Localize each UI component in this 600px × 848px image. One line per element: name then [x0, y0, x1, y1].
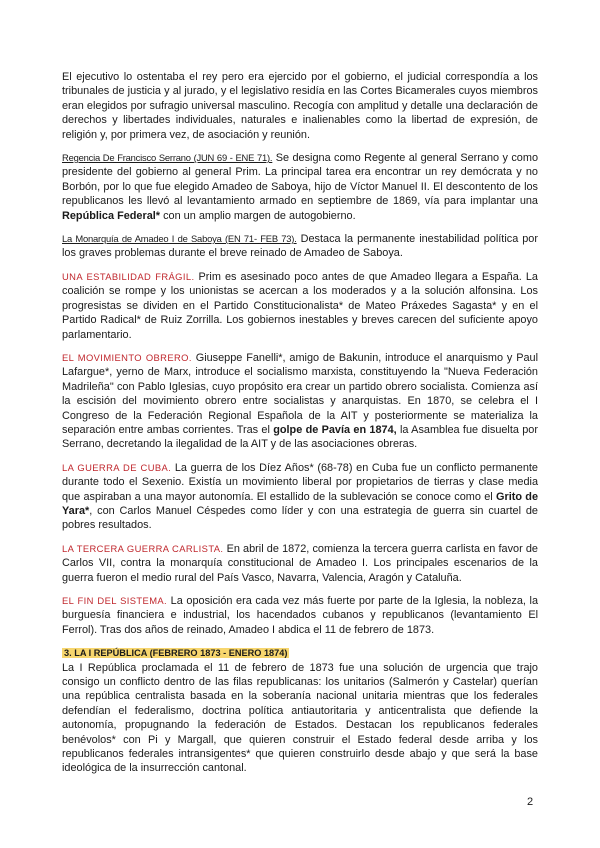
paragraph-cuba [62, 461, 538, 533]
paragraph-fin [62, 594, 538, 637]
obrero-text-a: Giuseppe Fanelli*, amigo de Bakunin, introduce el anarquismo y Paul Lafargue*, yerno de Marx, introduce el socialismo marxista, constituyendo la "Nueva Federación Madrileña" con Pablo Iglesias, cuyo propósito era crear un partido obrero socialista. Comienza así la escisión del movimiento obrero entre socialistas y anarquistas. En 1870, se celebra el I Congreso de la Federación Regional Española de la AIT y posteriormente se materializa la separación entre ambas corrientes. Tras el [62, 351, 538, 436]
section-heading-republica [62, 646, 538, 660]
regencia-text-b: con un amplio margen de autogobierno. [160, 209, 356, 222]
paragraph-executive: El ejecutivo lo ostentaba el rey pero era ejercido por el gobierno, el judicial correspondía a los tribunales de justicia y al jurado, y el legislativo residía en las Cortes Bicamerales cuyos miembros eran elegidos por sufragio universal masculino. Recogía con amplitud y detalle una declaración de derechos y libertades individuales, naturales e inalienables como la libertad de expresión, de religión y, por primera vez, de asociación y reunión. [62, 71, 538, 141]
paragraph-obrero [62, 351, 538, 452]
estabilidad-text: Prim es asesinado poco antes de que Amadeo llegara a España. La coalición se rompe y los unionistas se acercan a los moderados y a la solución alfonsina. Los progresistas se dividen en el Partido Constitucionalista* de Mateo Práxedes Sagasta* y en el Partido Radical* de Ruiz Zorrilla. Los gobiernos inestables y breves carecen del suficiente apoyo parlamentario. [62, 270, 538, 341]
paragraph-estabilidad [62, 270, 538, 342]
fin-text: La oposición era cada vez más fuerte por parte de la Iglesia, la nobleza, la burguesía financiera e industrial, los hacendados cubanos y republicanos (levantamiento El Ferrol). Tras dos años de reinado, Amadeo I abdica el 11 de febrero de 1873. [62, 595, 538, 636]
paragraph-republica: La I República proclamada el 11 de febrero de 1873 fue una solución de urgencia que trajo consigo un conflicto dentro de las filas republicanas: los unitarios (Salmerón y Castelar) querían una república centralista basada en la soberanía nacional unitaria mientras que los federales defendían el federalismo, doctrina política antiautoritaria y anticentralista que defiende la autonomía, propugnando la federación de Estados. Destacan los republicanos federales benévolos* con Pi y Margall, que quieren construir el Estado federal desde arriba y los republicanos federales intransigentes* que quieren construirlo desde abajo y que será la base ideológica de la insurrección cantonal. [62, 661, 538, 775]
monarquia-subheading: La Monarquía de Amadeo I de Saboya (EN 71- FEB 73). [62, 233, 297, 245]
regencia-bold: República Federal* [62, 209, 161, 222]
cuba-bold: Grito de Yara* [62, 490, 539, 517]
paragraph-carlista [62, 542, 538, 585]
regencia-text-a: Se designa como Regente al general Serrano y como presidente del gobierno al general Prim. La principal tarea era encontrar un rey demócrata y no Borbón, por lo que fue elegido Amadeo de Saboya, hijo de Víctor Manuel II. El descontento de los republicanos les llevó al levantamiento armado en septiembre de 1869, vía para implantar una [62, 152, 538, 208]
cuba-heading: LA GUERRA DE CUBA. [62, 461, 172, 473]
fin-heading: EL FIN DEL SISTEMA. [62, 595, 168, 606]
obrero-heading: EL MOVIMIENTO OBRERO. [62, 351, 192, 363]
obrero-bold: golpe de Pavía en 1874, [273, 423, 397, 436]
cuba-text-a: La guerra de los Díez Años* (68-78) en Cuba fue un conflicto permanente durante todo el Sexenio. Existía un movimiento liberal por propietarios de tierras y clase media que aspiraban a una mayor autonomía. El estallido de la sublevación se conoce como el [62, 461, 538, 503]
carlista-heading: LA TERCERA GUERRA CARLISTA. [62, 542, 224, 554]
document-page [62, 70, 538, 776]
paragraph-regencia [62, 151, 538, 223]
carlista-text: En abril de 1872, comienza la tercera guerra carlista en favor de Carlos VII, contra la monarquía constitucional de Amadeo I. Los principales escenarios de la guerra fueron el medio rural del País Vasco, Navarra, Valencia, Aragón y Cataluña. [62, 542, 538, 584]
republica-heading: 3. LA I REPÚBLICA (FEBRERO 1873 - ENERO 1874) [64, 648, 288, 659]
page-number: 2 [527, 796, 534, 808]
regencia-subheading: Regencia De Francisco Serrano (JUN 69 - ENE 71). [62, 152, 273, 164]
obrero-text-b: la Asamblea fue disuelta por Serrano, decretando la ilegalidad de la AIT y de las asociaciones obreras. [62, 423, 538, 451]
monarquia-text: Destaca la permanente inestabilidad política por los graves problemas durante el breve reinado de Amadeo de Saboya. [62, 233, 538, 260]
estabilidad-heading: UNA ESTABILIDAD FRÁGIL. [62, 270, 195, 282]
paragraph-monarquia [62, 232, 538, 261]
cuba-text-b: , con Carlos Manuel Céspedes como líder y con una estrategia de guerra sin cuartel de pobres resultados. [62, 504, 538, 532]
